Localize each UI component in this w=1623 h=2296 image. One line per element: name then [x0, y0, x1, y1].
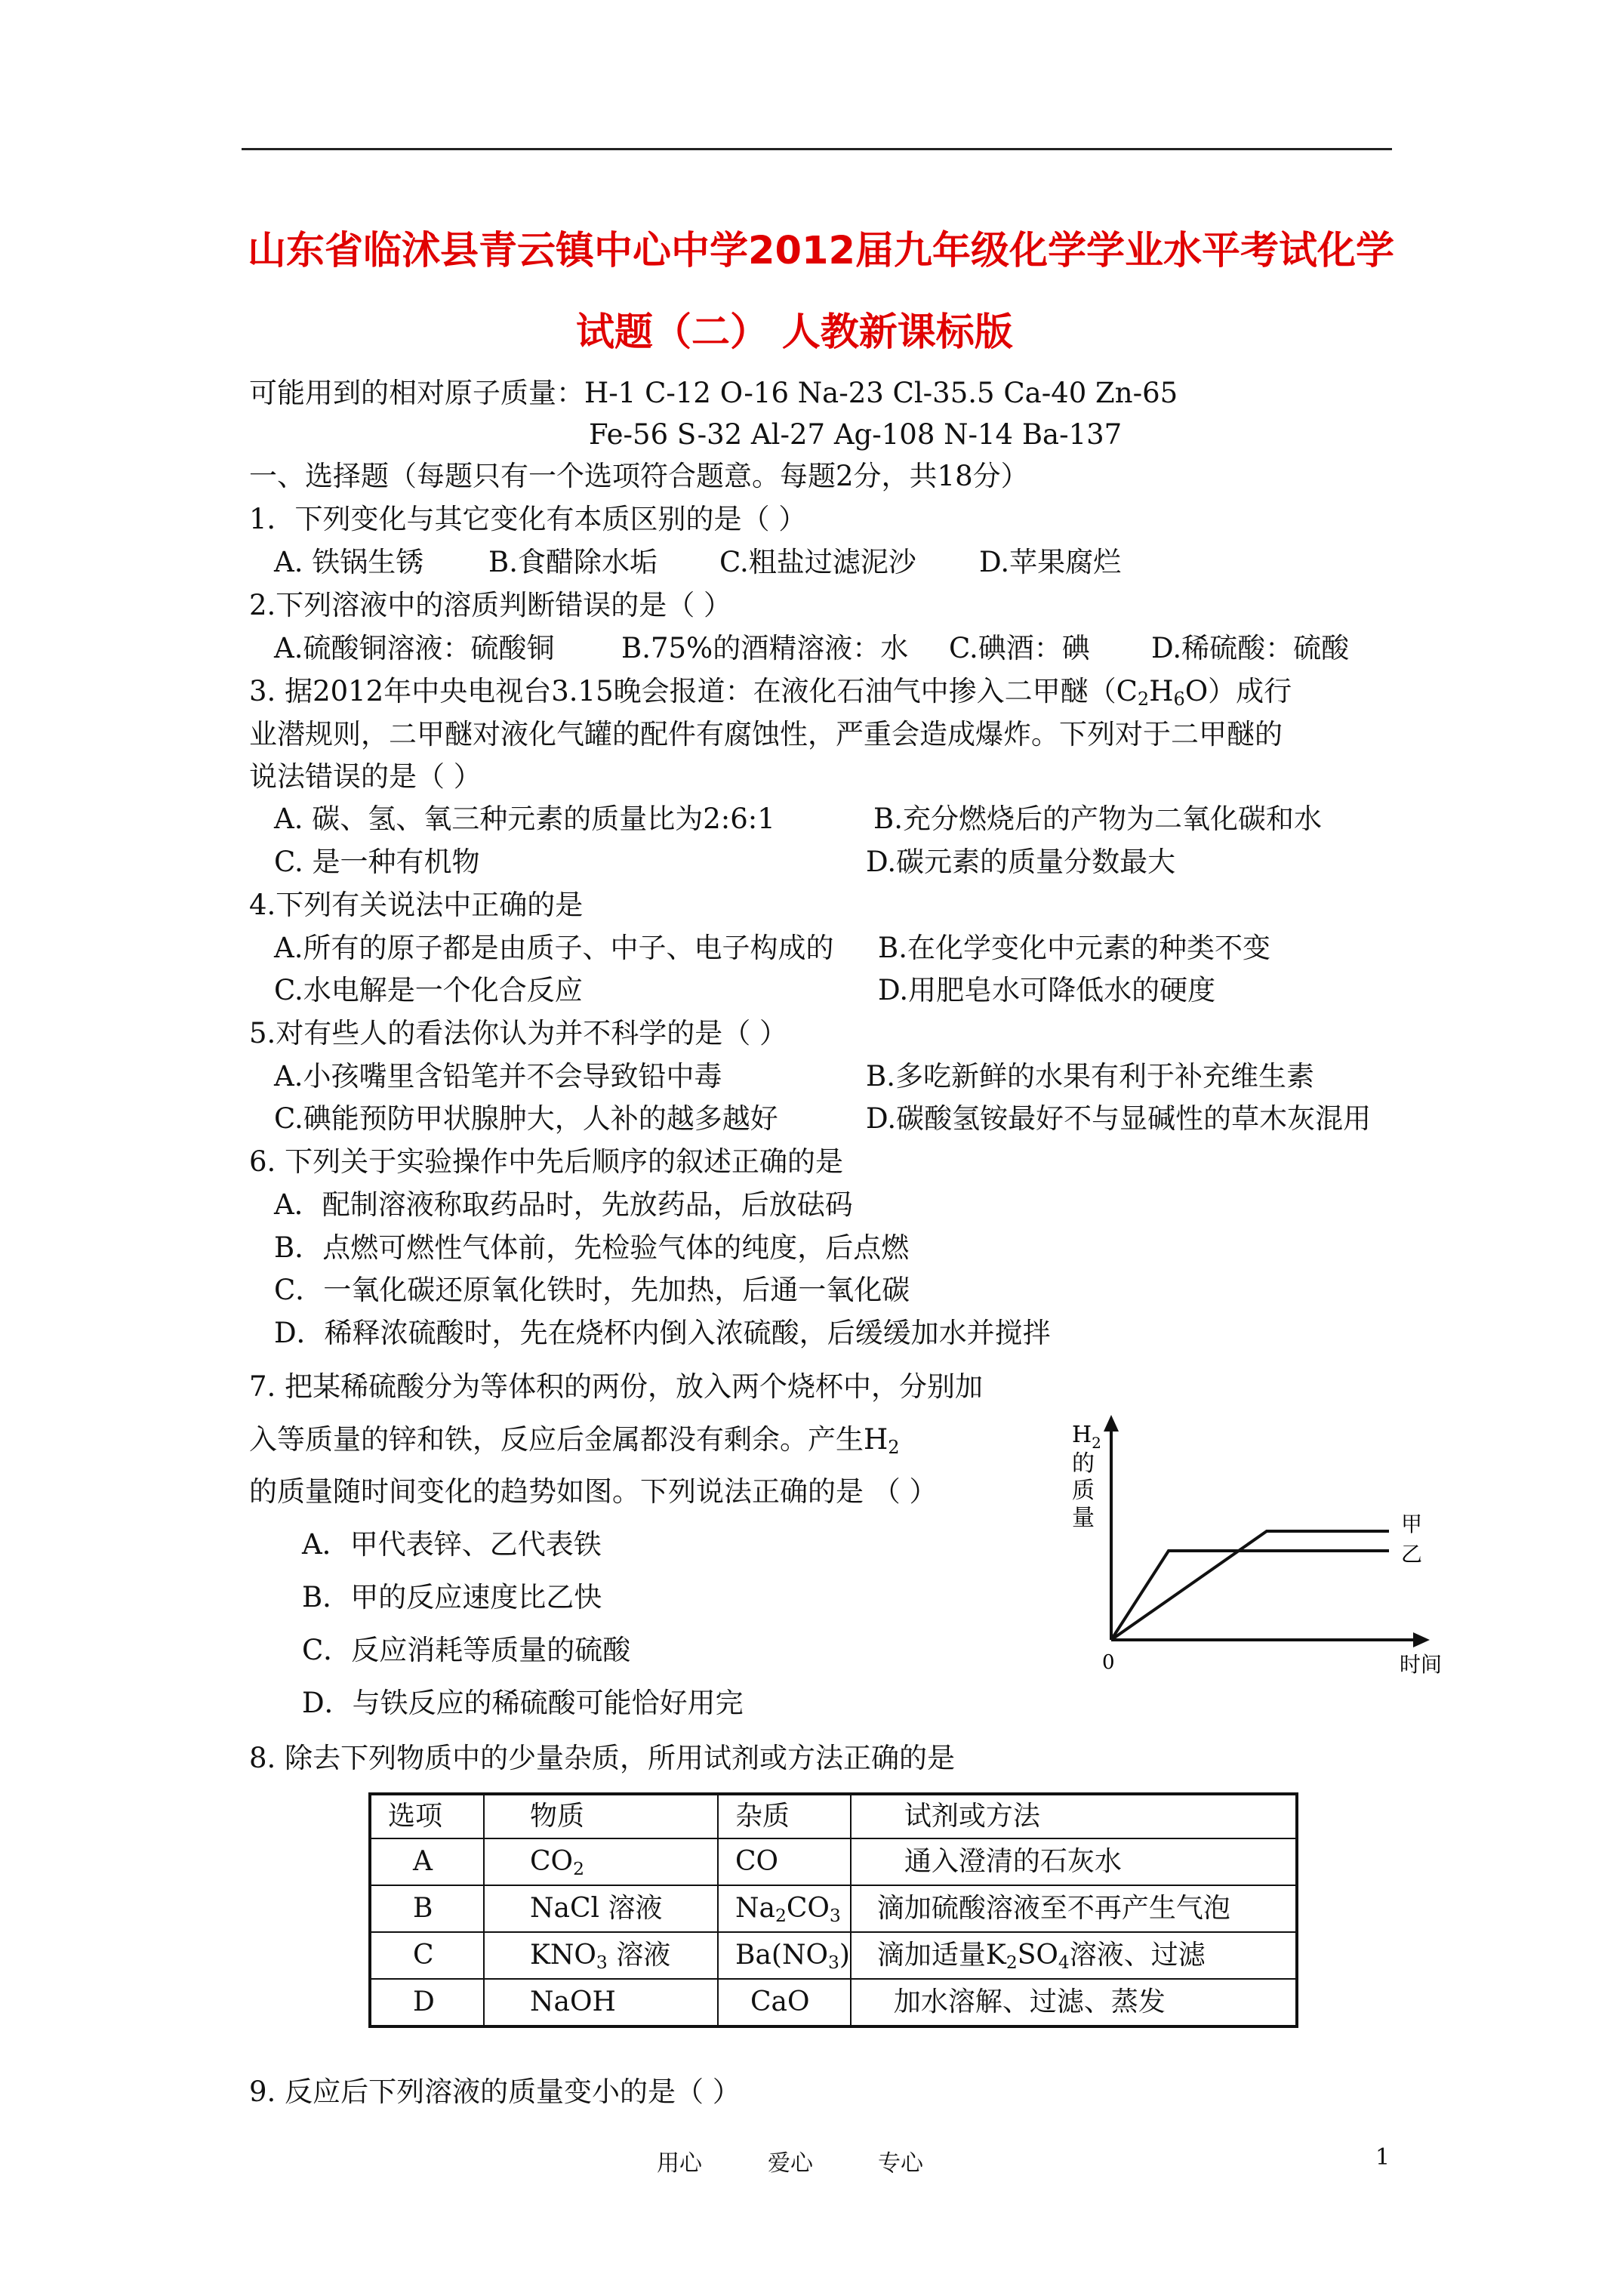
row-option: C: [370, 1932, 484, 1979]
q4-option-d: D.用肥皂水可降低水的硬度: [878, 974, 1216, 1006]
graph-x-label: 时间: [1400, 1652, 1443, 1677]
q1-option-c: C.粗盐过滤泥沙: [719, 546, 916, 578]
q7-option-c: C．反应消耗等质量的硫酸: [302, 1634, 631, 1666]
q4-option-c: C.水电解是一个化合反应: [274, 974, 583, 1006]
page-title-line1: 山东省临沭县青云镇中心中学2012届九年级化学学业水平考试化学: [248, 229, 1394, 273]
footer-slogan-3: 专心: [878, 2150, 923, 2177]
footer-slogan-2: 爱心: [768, 2150, 813, 2177]
q3-stem-line3: 说法错误的是（ ）: [249, 760, 482, 793]
q1-option-d: D.苹果腐烂: [979, 546, 1122, 578]
q2-stem: 2.下列溶液中的溶质判断错误的是（ ）: [249, 589, 732, 621]
row-substance: NaCl 溶液: [484, 1885, 718, 1932]
col-header-impurity: 杂质: [718, 1794, 851, 1838]
table-row: [370, 1838, 1297, 1885]
graph-y-arrow: [1104, 1415, 1119, 1432]
q3-option-a: A. 碳、氢、氧三种元素的质量比为2:6:1: [274, 803, 775, 835]
row-option: B: [370, 1885, 484, 1932]
page-number: 1: [1375, 2144, 1390, 2171]
graph-y-label-sub: 2: [1092, 1434, 1101, 1452]
q1-option-a: A. 铁锅生锈: [274, 546, 424, 578]
row-method: 通入澄清的石灰水: [851, 1838, 1297, 1885]
row-impurity: $Na_2CO_3$: [718, 1885, 851, 1932]
q4-stem: 4.下列有关说法中正确的是: [249, 889, 584, 921]
q3-option-b: B.充分燃烧后的产物为二氧化碳和水: [873, 803, 1322, 835]
q3-option-c: C. 是一种有机物: [274, 846, 480, 878]
q2-option-a: A.硫酸铜溶液：硫酸铜: [274, 632, 555, 664]
row-impurity: CaO: [718, 1979, 851, 2026]
row-method: 加水溶解、过滤、蒸发: [851, 1979, 1297, 2026]
row-method: 滴加适量$K_2SO_4$溶液、过滤: [851, 1932, 1297, 1979]
row-impurity: $Ba(NO_3)$: [718, 1932, 851, 1979]
q8-stem: 8. 除去下列物质中的少量杂质，所用试剂或方法正确的是: [249, 1742, 956, 1774]
graph-y-label-liang: 量: [1072, 1505, 1095, 1531]
graph-y-label-h: $H_2$: [1072, 1422, 1101, 1452]
graph-y-label-zhi: 质: [1072, 1478, 1095, 1504]
q5-option-a: A.小孩嘴里含铅笔并不会导致铅中毒: [274, 1060, 722, 1093]
q2-option-b: B.75%的酒精溶液：水: [621, 632, 909, 664]
q4-option-b: B.在化学变化中元素的种类不变: [878, 932, 1270, 964]
graph-line-jia: [1111, 1531, 1389, 1640]
atomic-mass-line2: Fe-56 S-32 Al-27 Ag-108 N-14 Ba-137: [589, 418, 1123, 451]
row-method: 滴加硫酸溶液至不再产生气泡: [851, 1885, 1297, 1932]
graph-label-jia: 甲: [1401, 1512, 1423, 1536]
table-header-row: [370, 1794, 1297, 1838]
q5-option-d: D.碳酸氢铵最好不与显碱性的草木灰混用: [866, 1102, 1372, 1135]
atomic-mass-line1: 可能用到的相对原子质量：H-1 C-12 O-16 Na-23 Cl-35.5 Ca-40 Zn-65: [249, 377, 1178, 409]
q3-stem-line2: 业潜规则，二甲醚对液化气罐的配件有腐蚀性，严重会造成爆炸。下列对于二甲醚的: [249, 718, 1283, 750]
graph-origin: 0: [1102, 1651, 1115, 1674]
row-substance: $CO_2$: [484, 1838, 718, 1885]
row-impurity: CO: [718, 1838, 851, 1885]
q7-option-a: A．甲代表锌、乙代表铁: [302, 1528, 602, 1561]
q4-option-a: A.所有的原子都是由质子、中子、电子构成的: [274, 932, 834, 964]
q6-option-b: B．点燃可燃性气体前，先检验气体的纯度，后点燃: [274, 1231, 910, 1264]
q5-option-c: C.碘能预防甲状腺肿大，人补的越多越好: [274, 1102, 778, 1135]
q6-option-d: D．稀释浓硫酸时，先在烧杯内倒入浓硫酸，后缓缓加水并搅拌: [274, 1317, 1051, 1349]
q7-stem-line3: 的质量随时间变化的趋势如图。下列说法正确的是 （ ）: [249, 1475, 938, 1508]
q6-stem: 6. 下列关于实验操作中先后顺序的叙述正确的是: [249, 1145, 844, 1178]
graph-label-yi: 乙: [1401, 1542, 1423, 1567]
q1-stem: 1．下列变化与其它变化有本质区别的是（ ）: [249, 503, 807, 535]
q3-sub-c: 2: [1137, 689, 1150, 710]
q3-sub-h: 6: [1173, 689, 1185, 710]
q7-h2-mass-graph: [1057, 1410, 1449, 1682]
q7-option-d: D．与铁反应的稀硫酸可能恰好用完: [302, 1687, 744, 1719]
q2-option-c: C.碘酒：碘: [949, 632, 1090, 664]
table-row: [370, 1885, 1297, 1932]
graph-line-yi: [1111, 1551, 1389, 1640]
page-title-line2: 试题（二） 人教新课标版: [576, 310, 1013, 355]
q6-option-c: C．一氧化碳还原氧化铁时，先加热，后通一氧化碳: [274, 1274, 910, 1306]
row-substance: NaOH: [484, 1979, 718, 2026]
row-option: D: [370, 1979, 484, 2026]
q3-option-d: D.碳元素的质量分数最大: [866, 846, 1176, 878]
graph-y-label-de: 的: [1072, 1450, 1095, 1477]
q7-stem-text: 入等质量的锌和铁，反应后金属都没有剩余。产生H: [249, 1423, 888, 1456]
q6-option-a: A．配制溶液称取药品时，先放药品，后放砝码: [274, 1188, 853, 1221]
q7-sub-h2: 2: [888, 1437, 900, 1458]
q8-table: [368, 1792, 1298, 2028]
row-substance: $KNO_3$ 溶液: [484, 1932, 718, 1979]
q1-option-b: B.食醋除水垢: [488, 546, 658, 578]
row-option: A: [370, 1838, 484, 1885]
col-header-option: 选项: [370, 1794, 484, 1838]
table-row: [370, 1979, 1297, 2026]
table-row: [370, 1932, 1297, 1979]
q3-stem-line1: [249, 675, 1292, 710]
q7-option-b: B．甲的反应速度比乙快: [302, 1581, 602, 1613]
q5-stem: 5.对有些人的看法你认为并不科学的是（ ）: [249, 1017, 788, 1049]
q3-stem-h: H: [1149, 675, 1174, 707]
q3-stem-text-a: 3. 据2012年中央电视台3.15晚会报道：在液化石油气中掺入二甲醚（C: [249, 675, 1138, 707]
q7-stem-line1: 7. 把某稀硫酸分为等体积的两份，放入两个烧杯中，分别加: [249, 1370, 984, 1403]
q9-stem: 9. 反应后下列溶液的质量变小的是（ ）: [249, 2076, 741, 2108]
q7-stem-line2: [249, 1423, 900, 1458]
col-header-substance: 物质: [484, 1794, 718, 1838]
q5-option-b: B.多吃新鲜的水果有利于补充维生素: [866, 1060, 1314, 1093]
col-header-method: 试剂或方法: [851, 1794, 1297, 1838]
header-rule: [242, 148, 1392, 150]
graph-x-arrow: [1413, 1632, 1430, 1647]
section-heading: 一、选择题（每题只有一个选项符合题意。每题2分，共18分）: [249, 460, 1029, 492]
q3-stem-text-b: O）成行: [1184, 675, 1292, 707]
q2-option-d: D.稀硫酸：硫酸: [1151, 632, 1350, 664]
footer-slogan-1: 用心: [657, 2150, 702, 2177]
